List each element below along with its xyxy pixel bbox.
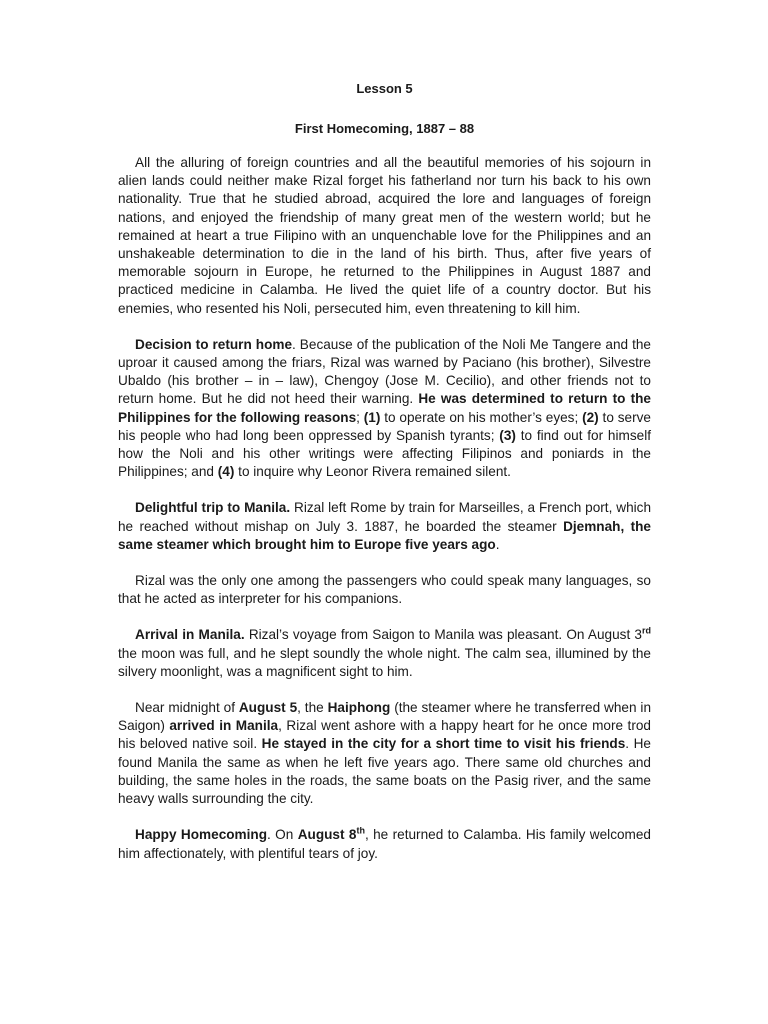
heading-decision: Decision to return home <box>135 336 293 352</box>
reason-number: (3) <box>499 427 516 443</box>
text-segment: to operate on his mother’s eyes; <box>380 409 583 425</box>
paragraph-trip <box>118 499 651 554</box>
paragraph-arrival <box>118 626 651 681</box>
bold-segment: arrived in Manila <box>169 718 279 734</box>
ordinal-suffix: th <box>356 825 365 836</box>
text-segment: the moon was full, and he slept soundly the whole night. The calm sea, illumined by the silvery moonlight, was a magnificent sight to him. <box>118 645 651 679</box>
text-segment: Near midnight of <box>135 700 239 716</box>
text-segment: ; <box>356 409 364 425</box>
bold-segment: Haiphong <box>327 700 391 716</box>
reason-number: (1) <box>363 409 381 425</box>
bold-segment: August 5 <box>238 700 298 716</box>
heading-homecoming: Happy Homecoming <box>135 827 268 843</box>
text-segment: to inquire why Leonor Rivera remained silent. <box>234 464 511 480</box>
bold-segment: Djemnah, the same steamer which brought him to Europe five years ago <box>118 518 651 552</box>
reason-number: (4) <box>217 464 235 480</box>
paragraph-interpreter: Rizal was the only one among the passengers who could speak many languages, so that he acted as interpreter for his companions. <box>118 573 651 607</box>
text-segment: . Because of the publication of the Noli Me Tangere and the uproar it caused among the friars, Rizal was warned by Paciano (his brother), Silvestre Ubaldo (his brother – in – law), Chengoy (Jose M. Cecilio), and other friends not to return home. But he did not heed their warning. <box>118 336 651 407</box>
text-segment: , he returned to Calamba. His family welcomed him affectionately, with plentiful tears of joy. <box>118 827 651 861</box>
bold-segment: He was determined to return to the Philippines for the following reasons <box>118 391 651 425</box>
text-segment: . He found Manila the same as when he left five years ago. There same old churches and building, the same holes in the roads, the same boats on the Pasig river, and the same heavy walls surrounding the city. <box>118 736 651 807</box>
text-segment: Rizal’s voyage from Saigon to Manila was pleasant. On August 3 <box>244 627 642 643</box>
paragraph-intro: All the alluring of foreign countries and all the beautiful memories of his sojourn in alien lands could neither make Rizal forget his fatherland nor turn his back to his own nationality. True that he studied abroad, acquired the lore and languages of foreign nations, and enjoyed the friendship of many great men of the western world; but he remained at heart a true Filipino with an unquenchable love for the Philippines and an unshakeable determination to die in the land of his birth. Thus, after five years of memorable sojourn in Europe, he returned to the Philippines in August 1887 and practiced medicine in Calamba. He lived the quiet life of a country doctor. But his enemies, who resented his Noli, persecuted him, even threatening to kill him. <box>118 155 651 316</box>
text-segment: Rizal left Rome by train for Marseilles, a French port, which he reached without mishap on July 3. 1887, he boarded the steamer <box>118 500 652 534</box>
paragraph-decision <box>118 336 651 482</box>
paragraph-homecoming <box>118 826 651 862</box>
text-segment: , Rizal went ashore with a happy heart for he once more trod his beloved native soil. <box>118 718 651 752</box>
text-segment: to serve his people who had long been oppressed by Spanish tyrants; <box>118 409 651 443</box>
text-segment: , the <box>297 700 328 716</box>
heading-trip: Delightful trip to Manila. <box>135 500 291 516</box>
text-segment: . <box>495 536 500 552</box>
ordinal-suffix: rd <box>642 625 651 636</box>
reason-number: (2) <box>582 409 599 425</box>
paragraph-midnight <box>118 699 651 808</box>
bold-segment: August 8 <box>297 827 357 843</box>
text-segment: . On <box>267 827 298 843</box>
heading-arrival: Arrival in Manila. <box>135 627 245 643</box>
lesson-label: Lesson 5 <box>356 81 413 96</box>
text-segment: (the steamer where he transferred when in Saigon) <box>118 700 652 734</box>
text-segment: to find out for himself how the Noli and his other writings were affecting Filipinos and poniards in the Philippines; and <box>118 427 651 480</box>
lesson-title: First Homecoming, 1887 – 88 <box>294 121 475 136</box>
bold-segment: He stayed in the city for a short time to visit his friends <box>261 736 626 752</box>
